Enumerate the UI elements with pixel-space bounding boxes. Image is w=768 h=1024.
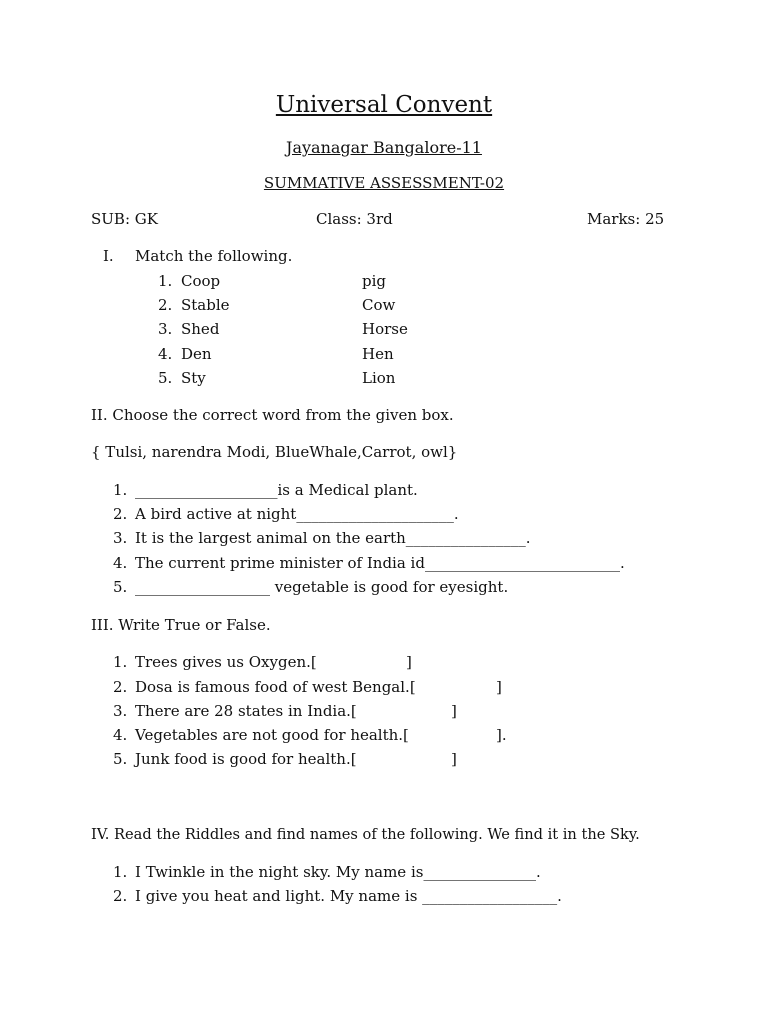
- match-item-number: 1.: [158, 272, 173, 290]
- question-number: 3.: [113, 529, 128, 547]
- match-item-left: Stable: [181, 296, 230, 314]
- question-number: 2.: [113, 678, 128, 696]
- subject-label: SUB: GK: [91, 210, 158, 228]
- section-1-numeral: I.: [103, 247, 114, 265]
- match-item-number: 2.: [158, 296, 173, 314]
- fill-blank-question: A bird active at night_____________________.: [135, 505, 459, 523]
- section-3-heading: III. Write True or False.: [91, 616, 271, 634]
- match-item-right: Hen: [362, 345, 394, 363]
- true-false-question: Vegetables are not good for health.[: [135, 726, 409, 744]
- question-number: 5.: [113, 578, 128, 596]
- school-name: Universal Convent: [275, 92, 493, 118]
- match-item-number: 5.: [158, 369, 173, 387]
- section-1-heading: Match the following.: [135, 247, 293, 265]
- question-number: 2.: [113, 505, 128, 523]
- answer-bracket-close: ]: [496, 678, 502, 696]
- match-item-right: Lion: [362, 369, 396, 387]
- fill-blank-question: It is the largest animal on the earth________________.: [135, 529, 531, 547]
- fill-blank-question: __________________ vegetable is good for eyesight.: [135, 578, 509, 596]
- question-number: 4.: [113, 726, 128, 744]
- class-label: Class: 3rd: [316, 210, 393, 228]
- fill-blank-question: The current prime minister of India id__________________________.: [135, 554, 625, 572]
- answer-bracket-close: ]: [451, 750, 457, 768]
- question-number: 1.: [113, 863, 128, 881]
- answer-bracket-close: ]: [451, 702, 457, 720]
- question-number: 4.: [113, 554, 128, 572]
- match-item-left: Shed: [181, 320, 220, 338]
- match-item-right: Horse: [362, 320, 408, 338]
- riddle-question: I give you heat and light. My name is __________________.: [135, 887, 562, 905]
- true-false-question: Trees gives us Oxygen.[: [135, 653, 317, 671]
- match-item-number: 4.: [158, 345, 173, 363]
- answer-bracket-close: ].: [496, 726, 507, 744]
- question-number: 2.: [113, 887, 128, 905]
- match-item-left: Coop: [181, 272, 221, 290]
- true-false-question: Junk food is good for health.[: [135, 750, 357, 768]
- question-number: 1.: [113, 481, 128, 499]
- question-number: 3.: [113, 702, 128, 720]
- word-box: { Tulsi, narendra Modi, BlueWhale,Carrot, owl}: [91, 443, 458, 461]
- match-item-number: 3.: [158, 320, 173, 338]
- marks-label: Marks: 25: [587, 210, 665, 228]
- fill-blank-question: ___________________is a Medical plant.: [135, 481, 418, 499]
- true-false-question: There are 28 states in India.[: [135, 702, 357, 720]
- match-item-right: Cow: [362, 296, 396, 314]
- school-address: Jayanagar Bangalore-11: [286, 138, 482, 157]
- section-2-heading: II. Choose the correct word from the given box.: [91, 406, 454, 424]
- true-false-question: Dosa is famous food of west Bengal.[: [135, 678, 416, 696]
- question-number: 1.: [113, 653, 128, 671]
- section-4-heading: IV. Read the Riddles and find names of the following. We find it in the Sky.: [91, 826, 640, 843]
- answer-bracket-close: ]: [406, 653, 412, 671]
- riddle-question: I Twinkle in the night sky. My name is_______________.: [135, 863, 541, 881]
- question-number: 5.: [113, 750, 128, 768]
- match-item-left: Den: [181, 345, 212, 363]
- exam-title: SUMMATIVE ASSESSMENT-02: [263, 174, 505, 192]
- match-item-right: pig: [362, 272, 387, 290]
- match-item-left: Sty: [181, 369, 206, 387]
